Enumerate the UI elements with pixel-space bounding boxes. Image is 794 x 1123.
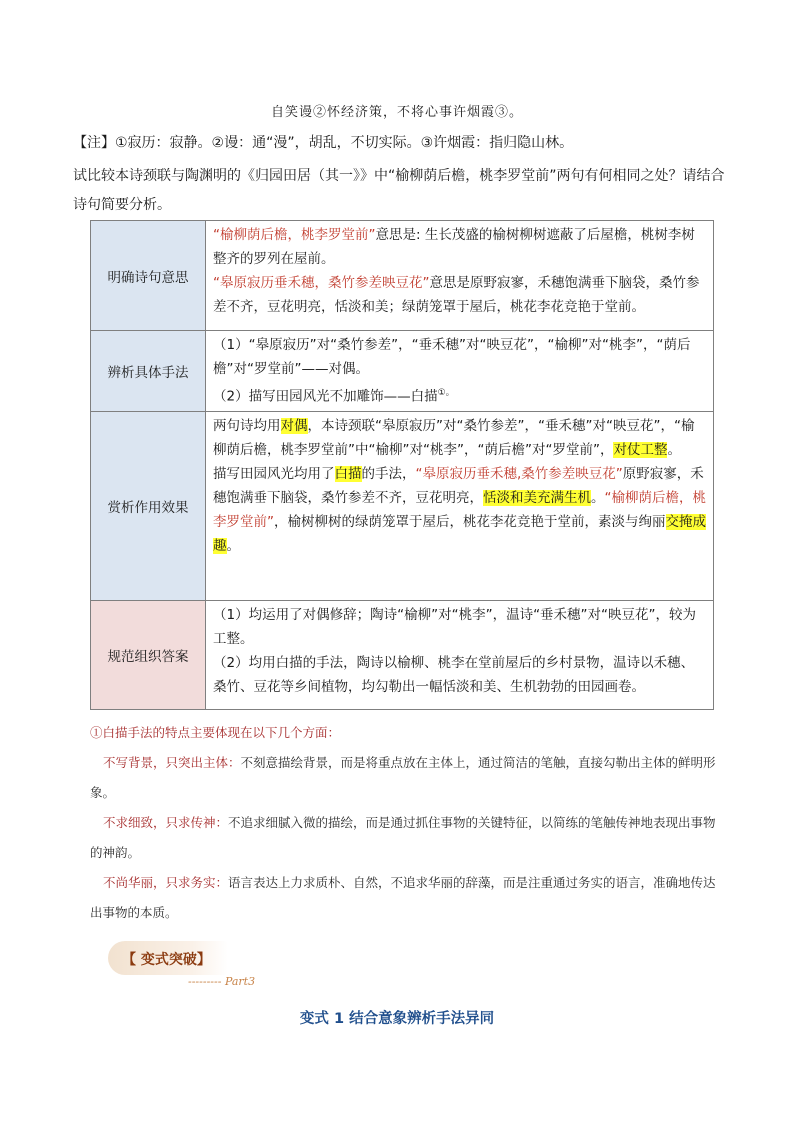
- highlight: 白描: [334, 465, 362, 482]
- footnote-heading: ①白描手法的特点主要体现在以下几个方面：: [90, 725, 341, 740]
- technique-line: （1）“皋原寂历”对“桑竹参差”，“垂禾穗”对“映豆花”，“榆柳”对“桃李”，“荫后檐”对“罗堂前”——对偶。: [213, 337, 691, 377]
- part-badge-subtitle: --------- Part3: [188, 975, 256, 988]
- highlight: 恬淡和美充满生机: [483, 489, 591, 506]
- part-badge-title: 【 变式突破】: [122, 952, 211, 968]
- row-label-meaning: 明确诗句意思: [91, 221, 206, 331]
- quote-text: “皋原寂历垂禾穗,桑竹参差映豆花”: [415, 465, 623, 482]
- answer-line: （2）均用白描的手法，陶诗以榆柳、桃李在堂前屋后的乡村景物，温诗以禾穗、桑竹、豆花等乡间植物，均勾勒出一幅恬淡和美、生机勃勃的田园画卷。: [213, 654, 695, 695]
- annotation-note: 【注】①寂历：寂静。②谩：通“漫”，胡乱，不切实际。③许烟霞：指归隐山林。: [73, 135, 574, 151]
- row-content-answer: [206, 600, 714, 709]
- meaning-text: 意思是: 生长茂盛的榆树柳树遮蔽了后屋檐，桃树李树整齐的罗列在屋前。: [213, 227, 695, 267]
- footnote-item: 不写背景，只突出主体：不刻意描绘背景，而是将重点放在主体上，通过简洁的笔触，直接勾勒出主体的鲜明形象。: [90, 755, 716, 800]
- highlight: 对仗工整: [613, 441, 668, 458]
- quote-text: “榆柳荫后檐，桃李罗堂前”: [213, 227, 376, 243]
- table-row: [91, 411, 714, 600]
- row-content-technique: [206, 331, 714, 412]
- analysis-table: [90, 220, 714, 710]
- row-content-effect: 两句诗均用对偶，本诗颈联“皋原寂历”对“桑竹参差”，“垂禾穗”对“映豆花”，“榆柳荫后檐，桃李罗堂前”中“榆柳”对“桃李”，“荫后檐”对“罗堂前”，对仗工整。 描写田园风光均用了白描的手法，“皋原寂历垂禾穗,桑竹参差映豆花”原野寂寥，禾穗饱满垂下脑袋，桑竹参差不齐，豆花明亮，恬淡和美充满生机。“榆柳荫后檐，桃李罗堂前”，榆树柳树的绿荫笼罩于屋后，桃花李花竞艳于堂前，素淡与绚丽交掩成趣。: [206, 411, 714, 600]
- poem-line: 自笑谩②怀经济策，不将心事许烟霞③。: [270, 105, 523, 120]
- answer-line: （1）均运用了对偶修辞；陶诗“榆柳”对“桃李”，温诗“垂禾穗”对“映豆花”，较为工整。: [213, 606, 697, 647]
- meaning-text: 意思是原野寂寥，禾穗饱满垂下脑袋，桑竹参差不齐，豆花明亮，恬淡和美；绿荫笼罩于屋后，桃花李花竞艳于堂前。: [213, 275, 700, 315]
- footnote-block: [90, 718, 722, 928]
- table-row: [91, 221, 714, 331]
- row-label-answer: 规范组织答案: [91, 600, 206, 709]
- footnote-item: 不尚华丽，只求务实：语言表达上力求质朴、自然，不追求华丽的辞藻，而是注重通过务实的语言，准确地传达出事物的本质。: [90, 875, 716, 920]
- question-text: 试比较本诗颈联与陶渊明的《归园田居（其一》》中“榆柳荫后檐，桃李罗堂前”两句有何相同之处？请结合诗句简要分析。: [73, 168, 725, 213]
- footnote-item: 不求细致，只求传神：不追求细腻入微的描绘，而是通过抓住事物的关键特征，以简练的笔触传神地表现出事物的神韵。: [90, 815, 716, 860]
- highlight: 对偶: [280, 417, 308, 434]
- row-label-effect: 赏析作用效果: [91, 411, 206, 600]
- variant-title: 变式 1 结合意象辨析手法异同: [299, 1011, 495, 1027]
- quote-text: “皋原寂历垂禾穗，桑竹参差映豆花”: [213, 275, 430, 291]
- technique-line: （2）描写田园风光不加雕饰——白描①。: [213, 388, 455, 405]
- table-row: [91, 600, 714, 709]
- table-row: [91, 331, 714, 412]
- row-label-technique: 辨析具体手法: [91, 331, 206, 412]
- quote-text: “榆柳荫后檐，桃李罗堂前”: [213, 489, 706, 530]
- row-content-meaning: [206, 221, 714, 331]
- highlight: 交掩成趣: [213, 513, 706, 554]
